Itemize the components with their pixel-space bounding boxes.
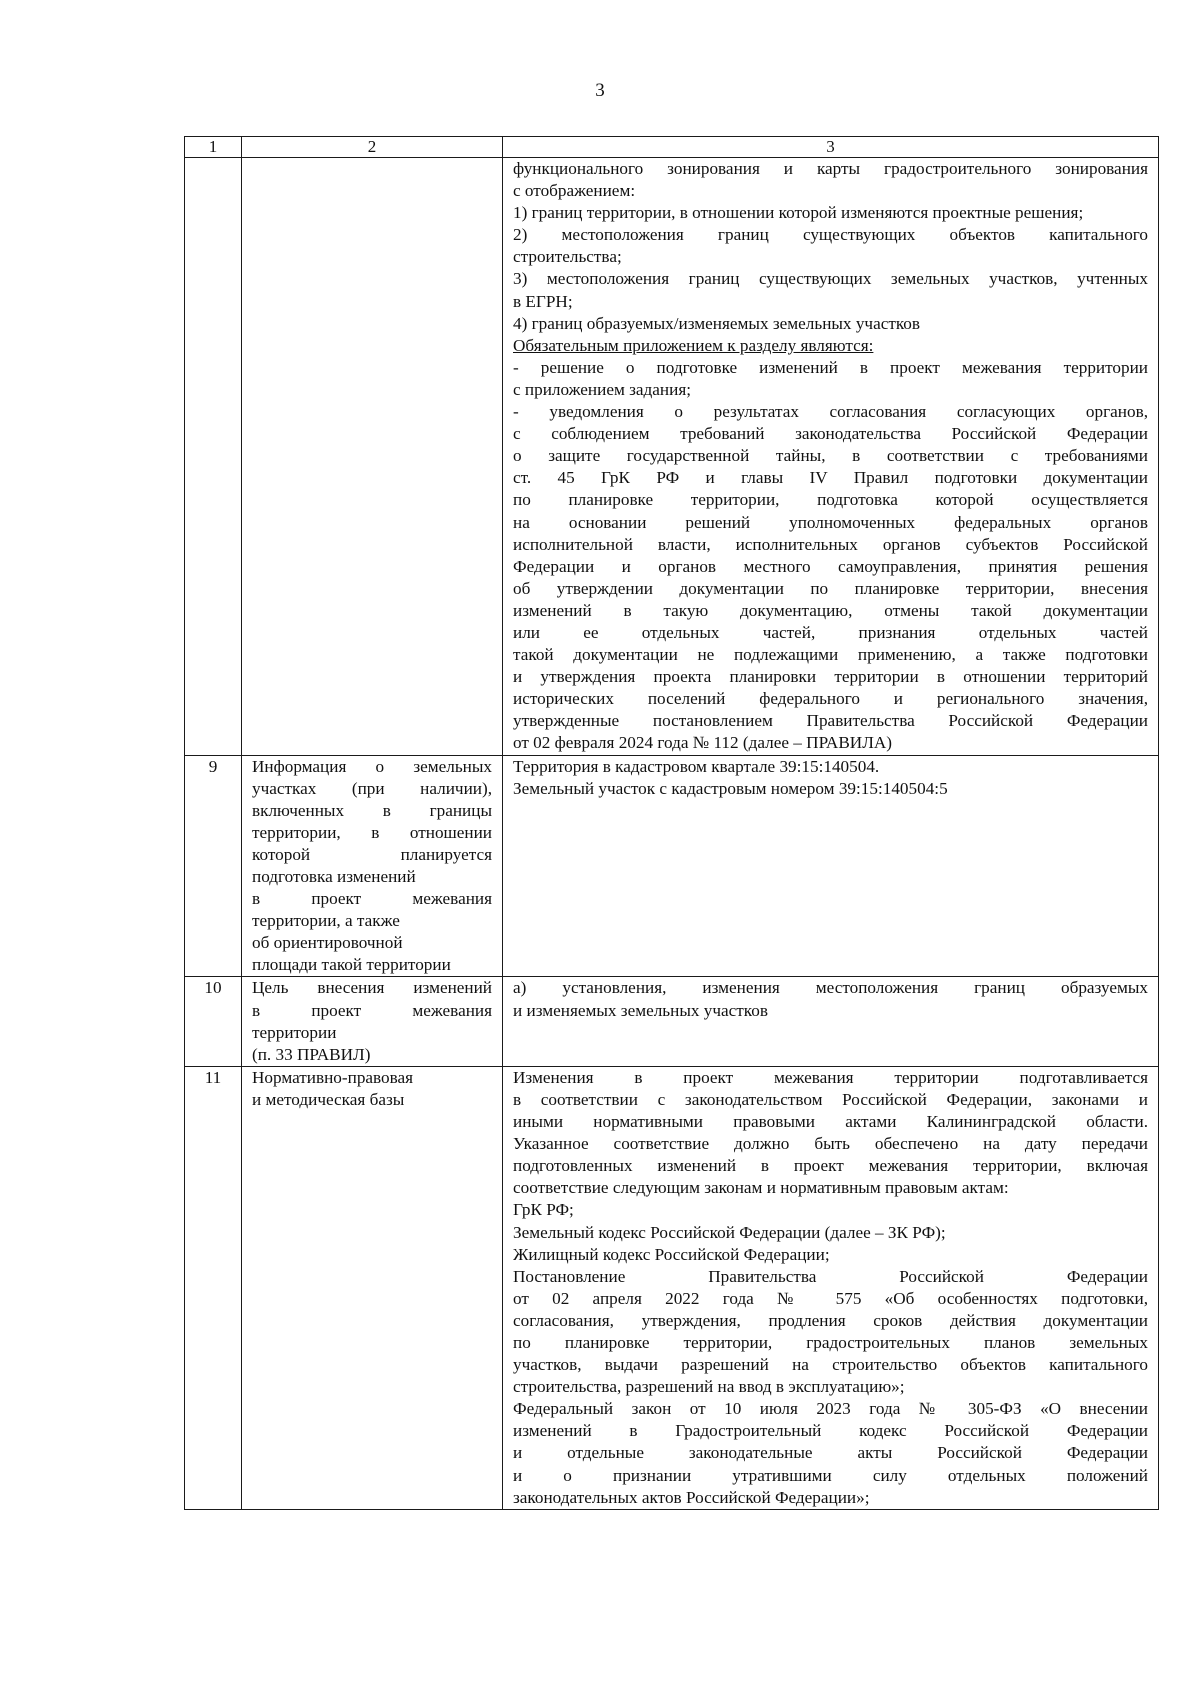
content-line: и утверждения проекта планировки территории в отношении территорий	[513, 667, 1148, 687]
content-line: об утверждении документации по планировке территории, внесения	[513, 578, 1148, 598]
content-line: по планировке территории, подготовка которой осуществляется	[513, 490, 1148, 510]
label-line: подготовка изменений	[252, 867, 416, 886]
content-line: Земельный участок с кадастровым номером 39:15:140504:5	[513, 778, 948, 798]
content-line: и изменяемых земельных участков	[513, 1000, 768, 1020]
content-line: законодательных актов Российской Федерации»;	[513, 1487, 870, 1507]
content-line: иными нормативными правовыми актами Калининградской области.	[513, 1112, 1148, 1132]
content-line: ГрК РФ;	[513, 1200, 574, 1220]
content-line: от 02 апреля 2022 года № 575 «Об особенностях подготовки,	[513, 1288, 1148, 1308]
row-number: 9	[185, 755, 242, 977]
content-line: о защите государственной тайны, в соответствии с требованиями	[513, 446, 1148, 466]
label-line: территории, в отношении	[252, 822, 492, 842]
page-number: 3	[595, 80, 605, 101]
content-line: исполнительной власти, исполнительных органов субъектов Российской	[513, 534, 1148, 554]
content-line: строительства;	[513, 247, 622, 267]
content-line: Изменения в проект межевания территории подготавливается	[513, 1067, 1148, 1087]
content-line: и отдельные законодательные акты Российской Федерации	[513, 1443, 1148, 1463]
label-line: в проект межевания	[252, 889, 492, 909]
content-line: Обязательным приложением к разделу являются:	[513, 335, 874, 355]
label-line: (п. 33 ПРАВИЛ)	[252, 1044, 371, 1064]
header-col-2: 2	[242, 137, 503, 158]
row-label	[242, 755, 503, 977]
content-line: Федеральный закон от 10 июля 2023 года № 305-ФЗ «О внесении	[513, 1399, 1148, 1419]
content-line: 2) местоположения границ существующих объектов капитального	[513, 225, 1148, 245]
content-line: согласования, утверждения, продления сроков действия документации	[513, 1310, 1148, 1330]
label-line: территории	[252, 1022, 337, 1042]
content-line: и о признании утратившими силу отдельных положений	[513, 1465, 1148, 1485]
content-line: исторических поселений федерального и регионального значения,	[513, 689, 1148, 709]
label-line: в проект межевания	[252, 1000, 492, 1020]
table-row	[185, 1066, 1159, 1509]
label-line: Нормативно-правовая	[252, 1067, 414, 1087]
content-line: 3) местоположения границ существующих земельных участков, учтенных	[513, 269, 1148, 289]
content-line: изменений в такую документацию, отмены такой документации	[513, 600, 1148, 620]
label-line: площади такой территории	[252, 955, 451, 975]
content-line: в ЕГРН;	[513, 291, 573, 311]
label-line: и методическая базы	[252, 1089, 405, 1109]
content-line: 1) границ территории, в отношении которой изменяются проектные решения;	[513, 203, 1084, 223]
content-line: с отображением:	[513, 181, 636, 201]
row-content	[503, 158, 1159, 756]
content-line: соответствие следующим законам и нормативным правовым актам:	[513, 1178, 1009, 1198]
table-row	[185, 977, 1159, 1066]
content-line: Указанное соответствие должно быть обеспечено на дату передачи	[513, 1134, 1148, 1154]
label-line: об ориентировочной	[252, 933, 403, 953]
content-line: Земельный кодекс Российской Федерации (далее – ЗК РФ);	[513, 1222, 946, 1242]
content-line: или ее отдельных частей, признания отдельных частей	[513, 622, 1148, 642]
label-line: Цель внесения изменений	[252, 978, 492, 998]
content-line: такой документации не подлежащими применению, а также подготовки	[513, 645, 1148, 665]
content-line: по планировке территории, градостроительных планов земельных	[513, 1332, 1148, 1352]
row-label	[242, 1066, 503, 1509]
content-line: строительства, разрешений на ввод в эксплуатацию»;	[513, 1377, 905, 1397]
content-line: утвержденные постановлением Правительства Российской Федерации	[513, 711, 1148, 731]
row-content	[503, 977, 1159, 1066]
content-line: функционального зонирования и карты градостроительного зонирования	[513, 159, 1148, 178]
table-header-row	[185, 137, 1159, 158]
content-line: от 02 февраля 2024 года № 112 (далее – ПРАВИЛА)	[513, 733, 893, 753]
content-line: а) установления, изменения местоположения границ образуемых	[513, 978, 1148, 998]
content-line: 4) границ образуемых/изменяемых земельных участков	[513, 313, 921, 333]
row-number: 11	[185, 1066, 242, 1509]
content-line: Территория в кадастровом квартале 39:15:140504.	[513, 756, 880, 776]
header-col-1: 1	[185, 137, 242, 158]
content-line: участков, выдачи разрешений на строительство объектов капитального	[513, 1355, 1148, 1375]
content-line: с соблюдением требований законодательства Российской Федерации	[513, 424, 1148, 444]
content-line: Жилищный кодекс Российской Федерации;	[513, 1244, 830, 1264]
row-number	[185, 158, 242, 756]
table-row	[185, 755, 1159, 977]
label-line: участках (при наличии),	[252, 778, 492, 798]
header-col-3: 3	[503, 137, 1159, 158]
label-line: которой планируется	[252, 844, 492, 864]
row-label	[242, 977, 503, 1066]
row-number: 10	[185, 977, 242, 1066]
content-line: подготовленных изменений в проект межевания территории, включая	[513, 1156, 1148, 1176]
label-line: Информация о земельных	[252, 756, 492, 776]
row-content	[503, 755, 1159, 977]
table-row	[185, 158, 1159, 756]
content-line: - уведомления о результатах согласования согласующих органов,	[513, 402, 1148, 422]
row-content	[503, 1066, 1159, 1509]
row-label	[242, 158, 503, 756]
requirements-table	[184, 136, 1159, 1510]
content-line: на основании решений уполномоченных федеральных органов	[513, 512, 1148, 532]
content-line: ст. 45 ГрК РФ и главы IV Правил подготовки документации	[513, 468, 1148, 488]
content-line: Постановление Правительства Российской Федерации	[513, 1266, 1148, 1286]
content-line: Федерации и органов местного самоуправления, принятия решения	[513, 556, 1148, 576]
content-line: с приложением задания;	[513, 379, 692, 399]
label-line: территории, а также	[252, 911, 400, 931]
label-line: включенных в границы	[252, 800, 492, 820]
content-line: изменений в Градостроительный кодекс Российской Федерации	[513, 1421, 1148, 1441]
content-line: в соответствии с законодательством Российской Федерации, законами и	[513, 1089, 1148, 1109]
content-line: - решение о подготовке изменений в проект межевания территории	[513, 357, 1148, 377]
